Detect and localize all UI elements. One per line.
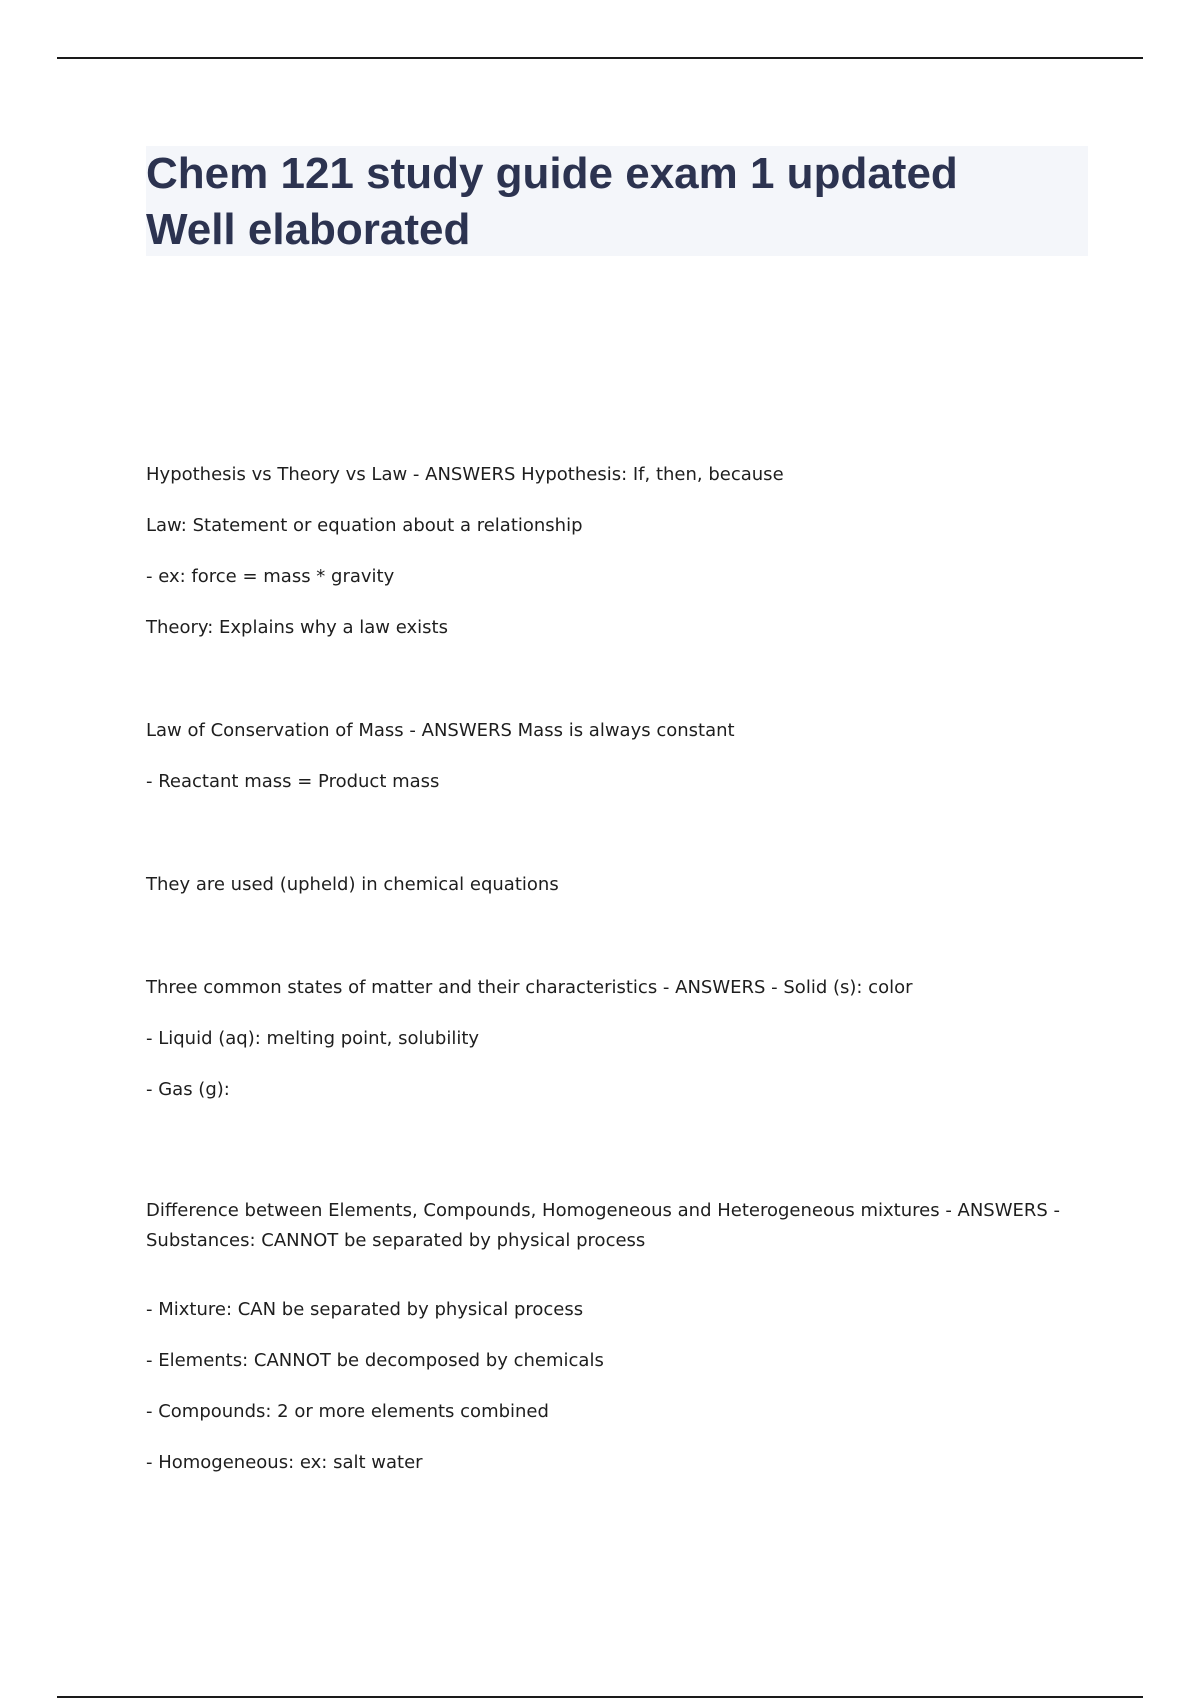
text-line: - Mixture: CAN be separated by physical process (146, 1299, 584, 1320)
text-line: Three common states of matter and their characteristics - ANSWERS - Solid (s): color (146, 977, 913, 998)
text-line: Theory: Explains why a law exists (146, 617, 448, 638)
title-line-2: Well elaborated (146, 205, 471, 254)
bottom-rule (57, 1696, 1143, 1698)
top-rule (57, 57, 1143, 59)
section-hypothesis-theory-law (146, 460, 1086, 643)
section-elements-compounds-mixtures (146, 1196, 1086, 1478)
text-line: They are used (upheld) in chemical equations (146, 874, 559, 895)
section-states-of-matter (146, 973, 1086, 1105)
text-line: - Gas (g): (146, 1079, 230, 1100)
text-line: - ex: force = mass * gravity (146, 566, 395, 587)
text-line: Law: Statement or equation about a relationship (146, 515, 583, 536)
document-body (146, 460, 1086, 1478)
text-line: - Liquid (aq): melting point, solubility (146, 1028, 480, 1049)
text-line: - Elements: CANNOT be decomposed by chemicals (146, 1350, 604, 1371)
text-line: - Homogeneous: ex: salt water (146, 1452, 423, 1473)
section-conservation-of-mass (146, 716, 1086, 797)
text-line: Law of Conservation of Mass - ANSWERS Mass is always constant (146, 720, 735, 741)
text-line: Hypothesis vs Theory vs Law - ANSWERS Hypothesis: If, then, because (146, 464, 784, 485)
title-line-1: Chem 121 study guide exam 1 updated (146, 149, 958, 198)
document-title (146, 146, 1088, 258)
text-line: - Reactant mass = Product mass (146, 771, 440, 792)
section-chemical-equations (146, 870, 1086, 900)
text-line: - Compounds: 2 or more elements combined (146, 1401, 549, 1422)
text-paragraph: Difference between Elements, Compounds, Homogeneous and Heterogeneous mixtures - ANSWERS - Substances: CANNOT be separated by physical process (146, 1200, 1061, 1251)
